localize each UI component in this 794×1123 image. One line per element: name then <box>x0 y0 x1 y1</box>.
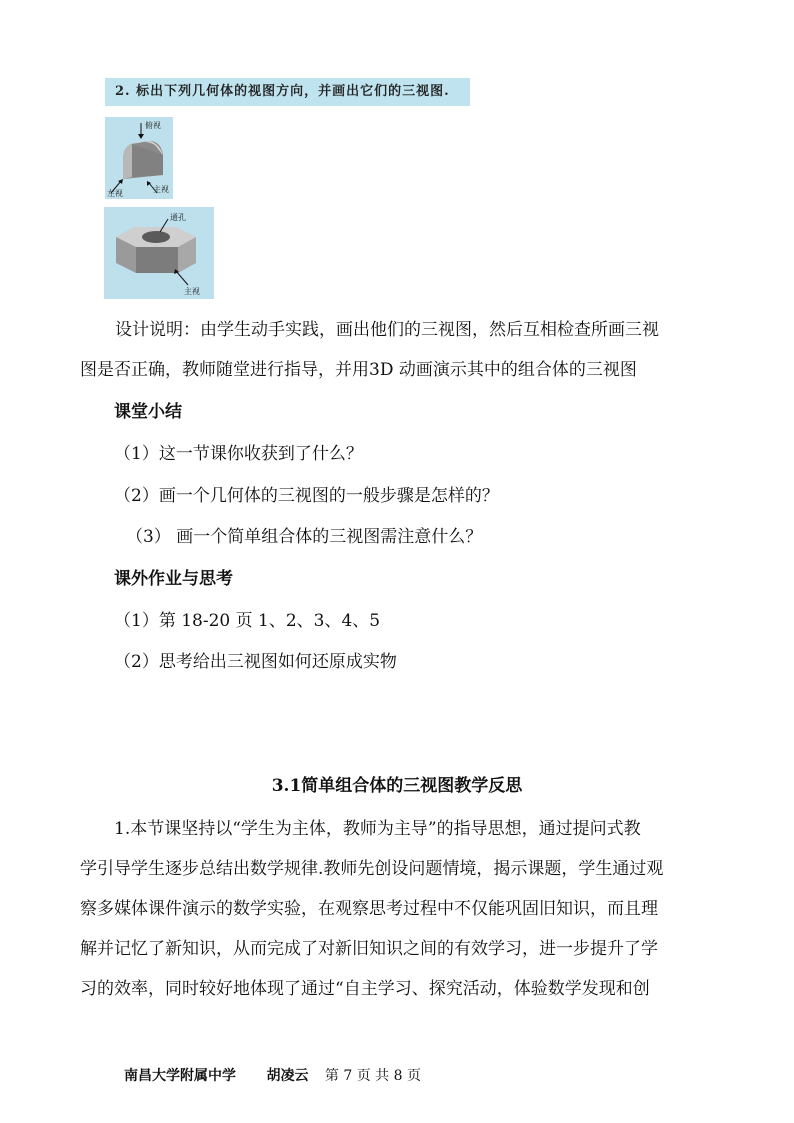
label-left-view: 左视 <box>107 189 123 198</box>
homework-heading: 课外作业与思考 <box>114 569 233 589</box>
summary-item-1: （1）这一节课你收获到了什么？ <box>114 444 363 464</box>
summary-item-3: （3） 画一个简单组合体的三视图需注意什么？ <box>126 527 483 547</box>
reflection-line-3: 察多媒体课件演示的数学实验，在观察思考过程中不仅能巩固旧知识，而且理 <box>80 899 658 919</box>
design-note-line-2: 图是否正确，教师随堂进行指导，并用3D 动画演示其中的组合体的三视图 <box>80 360 637 380</box>
page-footer <box>124 1066 421 1086</box>
summary-heading: 课堂小结 <box>114 402 182 422</box>
reflection-line-4: 解并记忆了新知识，从而完成了对新旧知识之间的有效学习，进一步提升了学 <box>80 939 658 959</box>
design-note-line-1: 设计说明：由学生动手实践，画出他们的三视图，然后互相检查所画三视 <box>115 320 659 340</box>
summary-item-2: （2）画一个几何体的三视图的一般步骤是怎样的？ <box>114 486 499 506</box>
reflection-line-5: 习的效率，同时较好地体现了通过“自主学习、探究活动，体验数学发现和创 <box>80 979 650 999</box>
exercise-banner: 2. 标出下列几何体的视图方向，并画出它们的三视图. <box>105 78 470 106</box>
hex-nut-drawing <box>104 207 214 299</box>
footer-author: 胡凌云 <box>266 1068 309 1084</box>
footer-school: 南昌大学附属中学 <box>124 1068 236 1084</box>
footer-page-number: 第 7 页 共 8 页 <box>324 1068 421 1084</box>
homework-item-1: （1）第 18-20 页 1、2、3、4、5 <box>114 611 381 631</box>
reflection-title: 3.1简单组合体的三视图教学反思 <box>271 776 523 796</box>
label-front-view-2: 主视 <box>184 287 200 296</box>
label-front-view: 主视 <box>153 185 169 194</box>
reflection-line-2: 学引导学生逐步总结出数学规律.教师先创设问题情境，揭示课题，学生通过观 <box>80 859 664 879</box>
homework-item-2: （2）思考给出三视图如何还原成实物 <box>114 652 397 672</box>
label-top-view: 俯视 <box>145 121 161 130</box>
label-through-hole: 通孔 <box>170 213 186 222</box>
figure-arch-solid <box>105 117 173 199</box>
figure-hex-nut <box>104 207 214 299</box>
reflection-line-1: 1.本节课坚持以“学生为主体，教师为主导”的指导思想，通过提问式教 <box>114 819 641 839</box>
